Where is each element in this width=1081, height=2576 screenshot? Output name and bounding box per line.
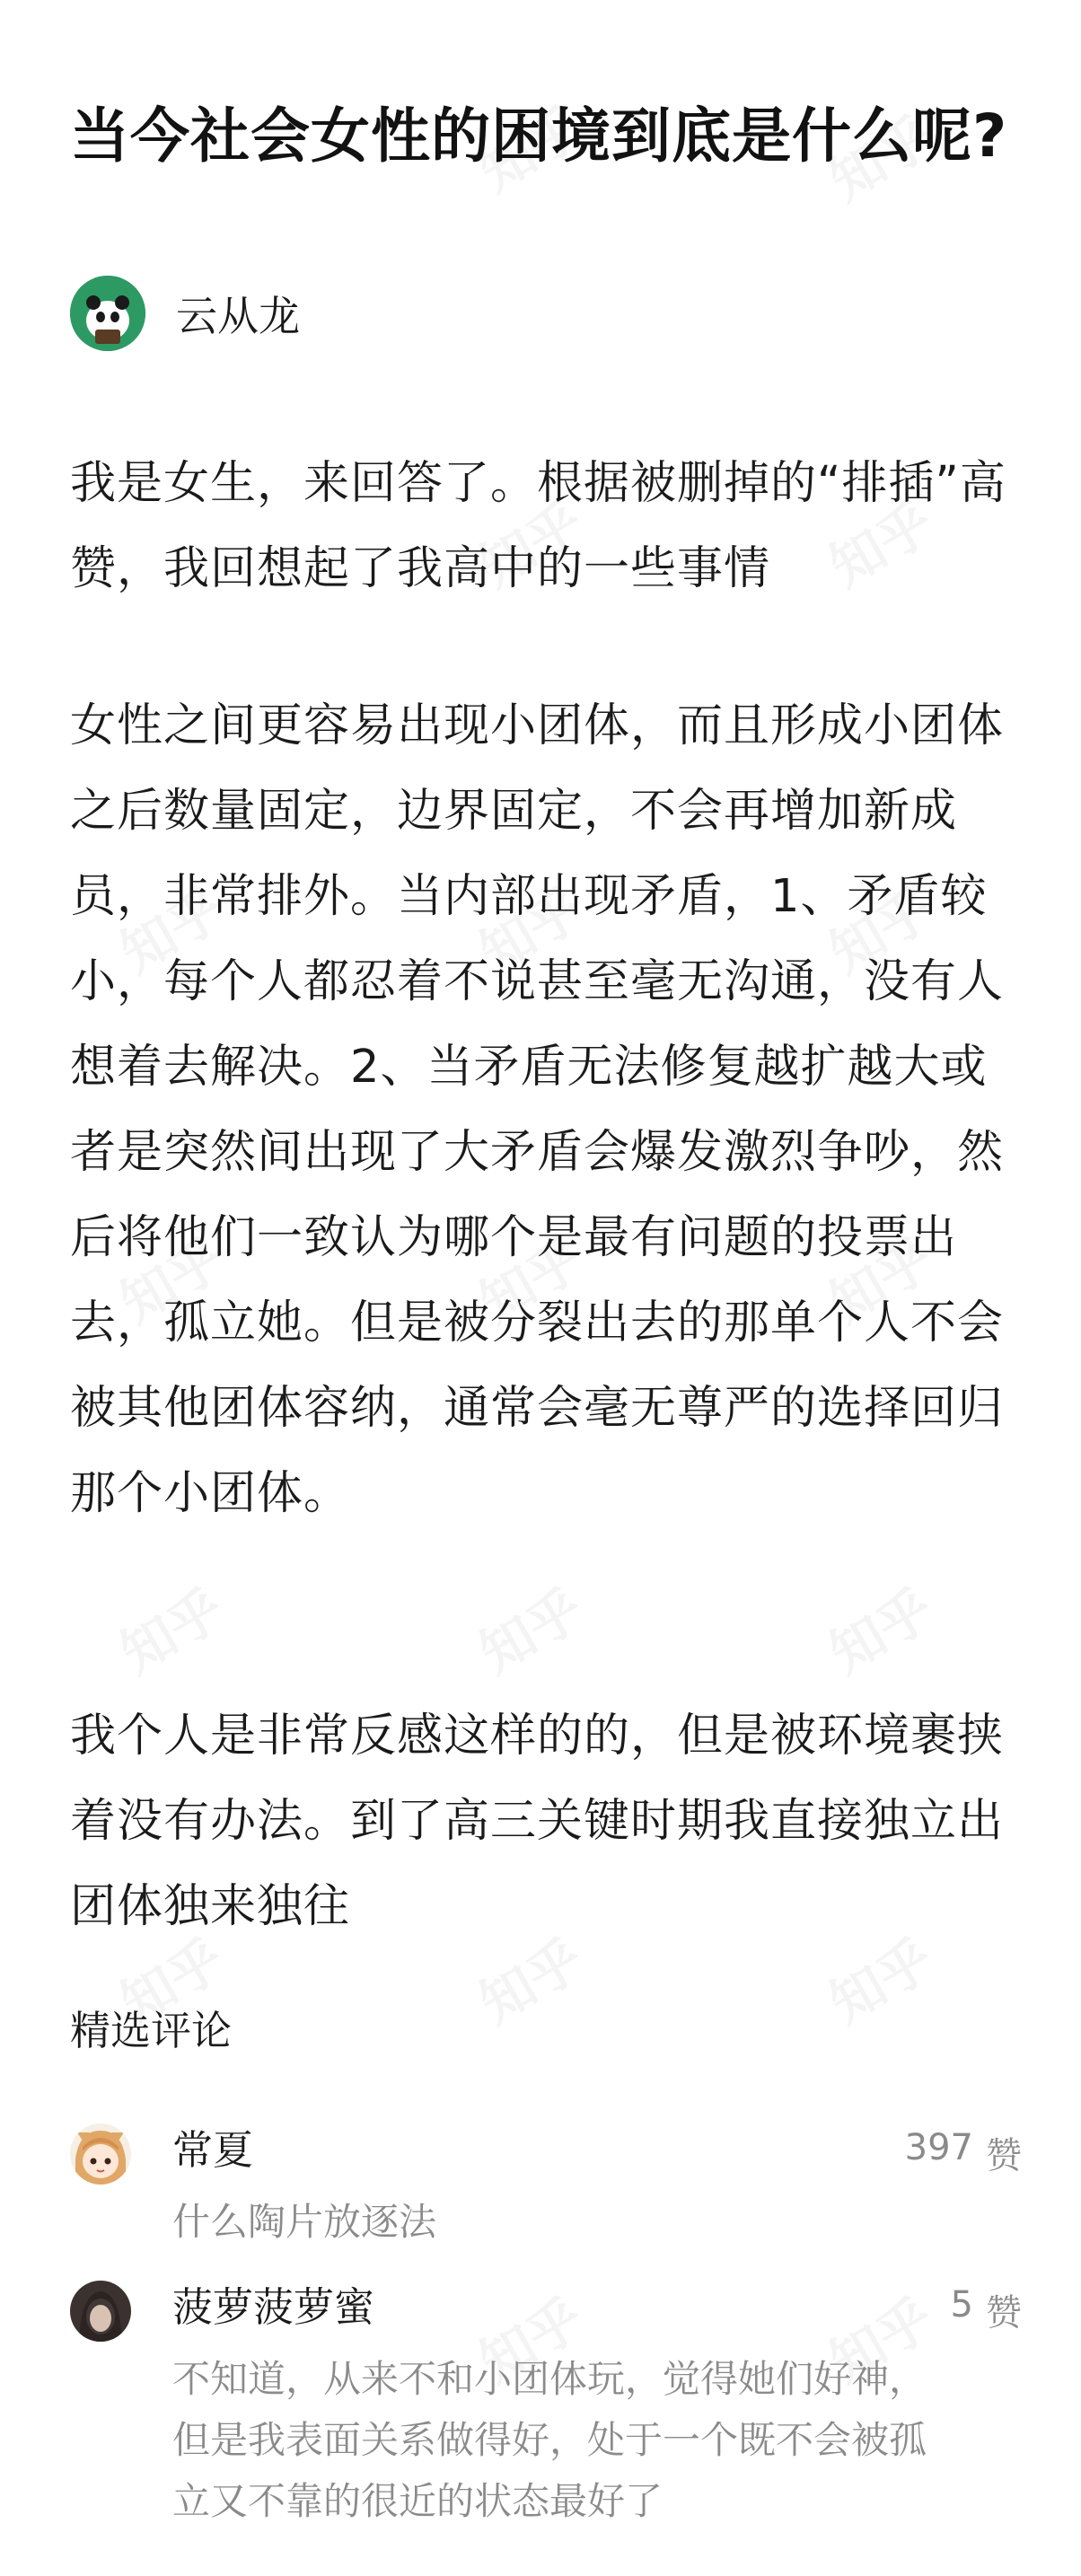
like-count[interactable] (951, 2284, 1022, 2335)
like-unit: 赞 (986, 2135, 1022, 2176)
commenter-name[interactable]: 常夏 (172, 2126, 254, 2174)
like-number: 397 (904, 2127, 973, 2168)
avatar[interactable] (70, 276, 145, 351)
answer-paragraph: 女性之间更容易出现小团体，而且形成小团体之后数量固定，边界固定，不会再增加新成员，非常排外。当内部出现矛盾，1、矛盾较小，每个人都忍着不说甚至毫无沟通，没有人想着去解决。2、当矛盾无法修复越扩越大或者是突然间出现了大矛盾会爆发激烈争吵，然后将他们一致认为哪个是最有问题的投票出去，孤立她。但是被分裂出去的那单个人不会被其他团体容纳，通常会毫无尊严的选择回归那个小团体。 (70, 699, 1005, 1520)
like-unit: 赞 (986, 2292, 1022, 2334)
avatar[interactable] (70, 2123, 131, 2185)
comment-text: 什么陶片放逐法 (172, 2200, 437, 2244)
like-number: 5 (950, 2284, 973, 2325)
author-row[interactable] (70, 275, 300, 352)
photo-avatar-icon (70, 2281, 131, 2342)
watermark (105, 1568, 237, 1688)
answer-paragraph: 我个人是非常反感这样的的，但是被环境裹挟着没有办法。到了高三关键时期我直接独立出团体独来独往 (70, 1710, 1005, 1933)
author-name[interactable]: 云从龙 (176, 292, 300, 340)
like-count[interactable] (905, 2127, 1022, 2178)
comment-text: 不知道，从来不和小团体玩，觉得她们好神，但是我表面关系做得好，处于一个既不会被孤立又不靠的很近的状态最好了 (172, 2357, 927, 2523)
watermark (814, 1568, 946, 1688)
question-title[interactable]: 当今社会女性的困境到底是什么呢? (70, 101, 1008, 171)
answer-paragraph: 我是女生，来回答了。根据被删掉的“排插”高赞，我回想起了我高中的一些事情 (70, 457, 1006, 595)
panda-avatar-icon (70, 276, 145, 351)
watermark (464, 1568, 596, 1688)
avatar[interactable] (70, 2281, 131, 2342)
anime-girl-avatar-icon (70, 2123, 131, 2185)
featured-comments-label: 精选评论 (70, 2007, 233, 2054)
commenter-name[interactable]: 菠萝菠萝蜜 (172, 2283, 375, 2331)
